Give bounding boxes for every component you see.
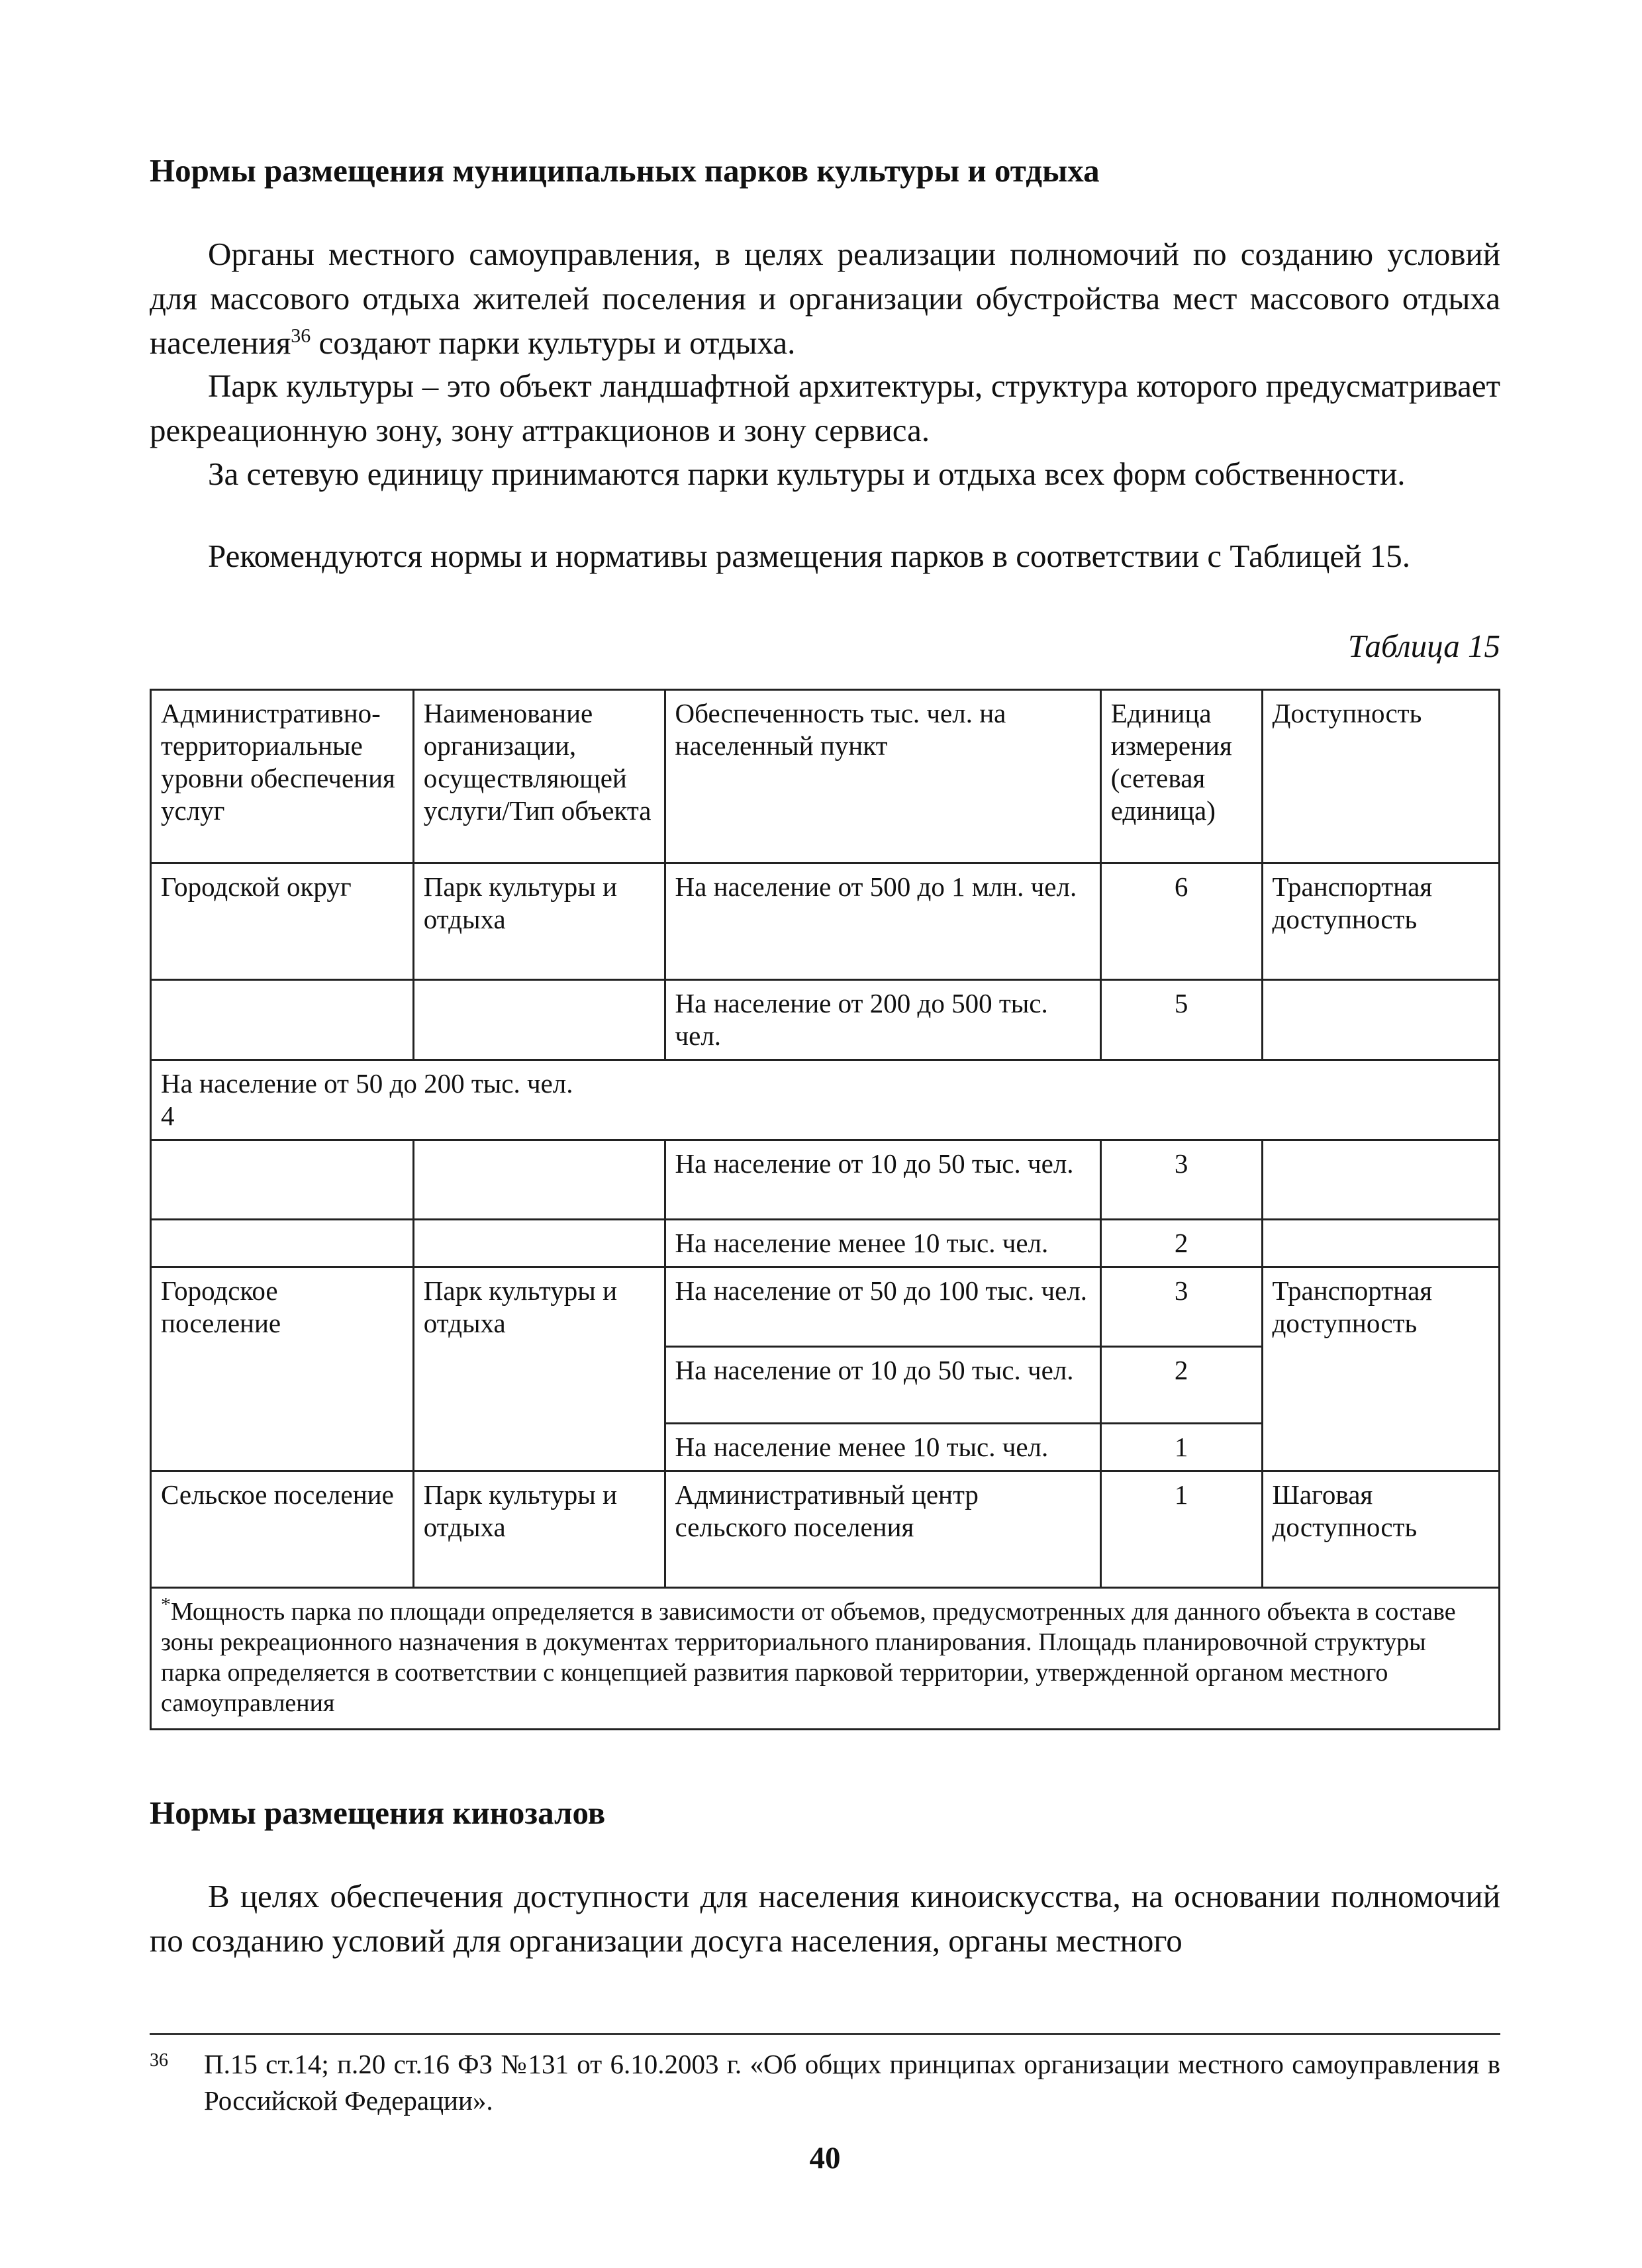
table-row: [151, 1220, 1500, 1267]
cell-type: Парк культуры и отдыха: [413, 1267, 665, 1471]
section-heading-parks: Нормы размещения муниципальных парков культуры и отдыха: [150, 152, 1100, 189]
paragraph-parks-intro: [150, 232, 1500, 365]
footnote: [150, 2046, 1500, 2119]
table-row: [151, 1140, 1500, 1220]
paragraph-park-definition: Парк культуры – это объект ландшафтной архитектуры, структура которого предусматривает рекреационную зону, зону аттракционов и зону сервиса.: [150, 368, 1500, 448]
cell-coverage: На население от 10 до 50 тыс. чел.: [665, 1140, 1100, 1220]
table-note-mark: *: [161, 1593, 171, 1616]
cell-unit: 3: [1100, 1267, 1262, 1347]
table-note: [151, 1588, 1500, 1730]
header-type: Наименование организации, осуществляющей услуги/Тип объекта: [413, 690, 665, 863]
page-number: 40: [809, 2141, 841, 2175]
cell-access: Шаговая доступность: [1262, 1471, 1499, 1588]
cell-access-empty: [1262, 980, 1499, 1060]
cell-coverage: На население от 10 до 50 тыс. чел.: [665, 1347, 1100, 1424]
cell-unit: 2: [1100, 1220, 1262, 1267]
paragraph-recommendation: Рекомендуются нормы и нормативы размещения парков в соответствии с Таблицей 15.: [208, 538, 1410, 574]
footnote-mark: 36: [150, 2050, 168, 2071]
cell-level-empty: [151, 1220, 414, 1267]
table-row: [151, 980, 1500, 1060]
cell-level: Сельское поселение: [151, 1471, 414, 1588]
cell-level: Городской округ: [151, 863, 414, 980]
paragraph-network-unit: За сетевую единицу принимаются парки культуры и отдыха всех форм собственности.: [208, 456, 1406, 492]
table-caption: Таблица 15: [1347, 628, 1500, 664]
table-row: [151, 863, 1500, 980]
cell-coverage: На население от 50 до 100 тыс. чел.: [665, 1267, 1100, 1347]
table-row-merged: [151, 1060, 1500, 1140]
cell-unit: 2: [1100, 1347, 1262, 1424]
cell-coverage: На население менее 10 тыс. чел.: [665, 1424, 1100, 1471]
paragraph-cinemas: В целях обеспечения доступности для населения киноискусства, на основании полномочий по созданию условий для организации досуга населения, органы местного: [150, 1878, 1500, 1959]
paragraph-parks-intro-end: создают парки культуры и отдыха.: [311, 324, 796, 361]
cell-merged-unit: 4: [161, 1101, 175, 1131]
header-unit: Единица измерения (сетевая единица): [1100, 690, 1262, 863]
cell-access-empty: [1262, 1140, 1499, 1220]
cell-access-empty: [1262, 1220, 1499, 1267]
table-note-row: [151, 1588, 1500, 1730]
cell-unit: 6: [1100, 863, 1262, 980]
cell-merged-coverage: На население от 50 до 200 тыс. чел.: [161, 1068, 573, 1099]
parks-norms-table: [150, 689, 1500, 1730]
cell-type-empty: [413, 980, 665, 1060]
table-row: [151, 1267, 1500, 1347]
cell-unit: 3: [1100, 1140, 1262, 1220]
cell-type-empty: [413, 1220, 665, 1267]
cell-type-empty: [413, 1140, 665, 1220]
header-access: Доступность: [1262, 690, 1499, 863]
header-coverage: Обеспеченность тыс. чел. на населенный пункт: [665, 690, 1100, 863]
cell-merged: [151, 1060, 1500, 1140]
cell-level: Городское поселение: [151, 1267, 414, 1471]
header-level: Административно-территориальные уровни обеспечения услуг: [151, 690, 414, 863]
paragraph-parks-intro-text: Органы местного самоуправления, в целях реализации полномочий по созданию условий для массового отдыха жителей поселения и организации обустройства мест массового отдыха населения: [150, 236, 1500, 361]
cell-unit: 1: [1100, 1424, 1262, 1471]
cell-type: Парк культуры и отдыха: [413, 863, 665, 980]
footnote-reference[interactable]: 36: [291, 324, 311, 347]
cell-coverage: Административный центр сельского поселения: [665, 1471, 1100, 1588]
table-row: [151, 1471, 1500, 1588]
table-note-text: Мощность парка по площади определяется в зависимости от объемов, предусмотренных для данного объекта в составе зоны рекреационного назначения в документах территориального планирования. Площадь планировочной структуры парка определяется в соответствии с концепцией развития парковой территории, утвержденной органом местного самоуправления: [161, 1598, 1456, 1717]
cell-coverage: На население от 200 до 500 тыс. чел.: [665, 980, 1100, 1060]
table-header-row: [151, 690, 1500, 863]
footnote-divider: [150, 2033, 1500, 2035]
cell-access: Транспортная доступность: [1262, 1267, 1499, 1471]
section-heading-cinemas: Нормы размещения кинозалов: [150, 1795, 606, 1831]
cell-access: Транспортная доступность: [1262, 863, 1499, 980]
cell-unit: 5: [1100, 980, 1262, 1060]
cell-type: Парк культуры и отдыха: [413, 1471, 665, 1588]
footnote-text: П.15 ст.14; п.20 ст.16 ФЗ №131 от 6.10.2003 г. «Об общих принципах организации местного самоуправления в Российской Федерации».: [204, 2049, 1500, 2116]
cell-level-empty: [151, 980, 414, 1060]
cell-coverage: На население от 500 до 1 млн. чел.: [665, 863, 1100, 980]
cell-level-empty: [151, 1140, 414, 1220]
cell-coverage: На население менее 10 тыс. чел.: [665, 1220, 1100, 1267]
cell-unit: 1: [1100, 1471, 1262, 1588]
